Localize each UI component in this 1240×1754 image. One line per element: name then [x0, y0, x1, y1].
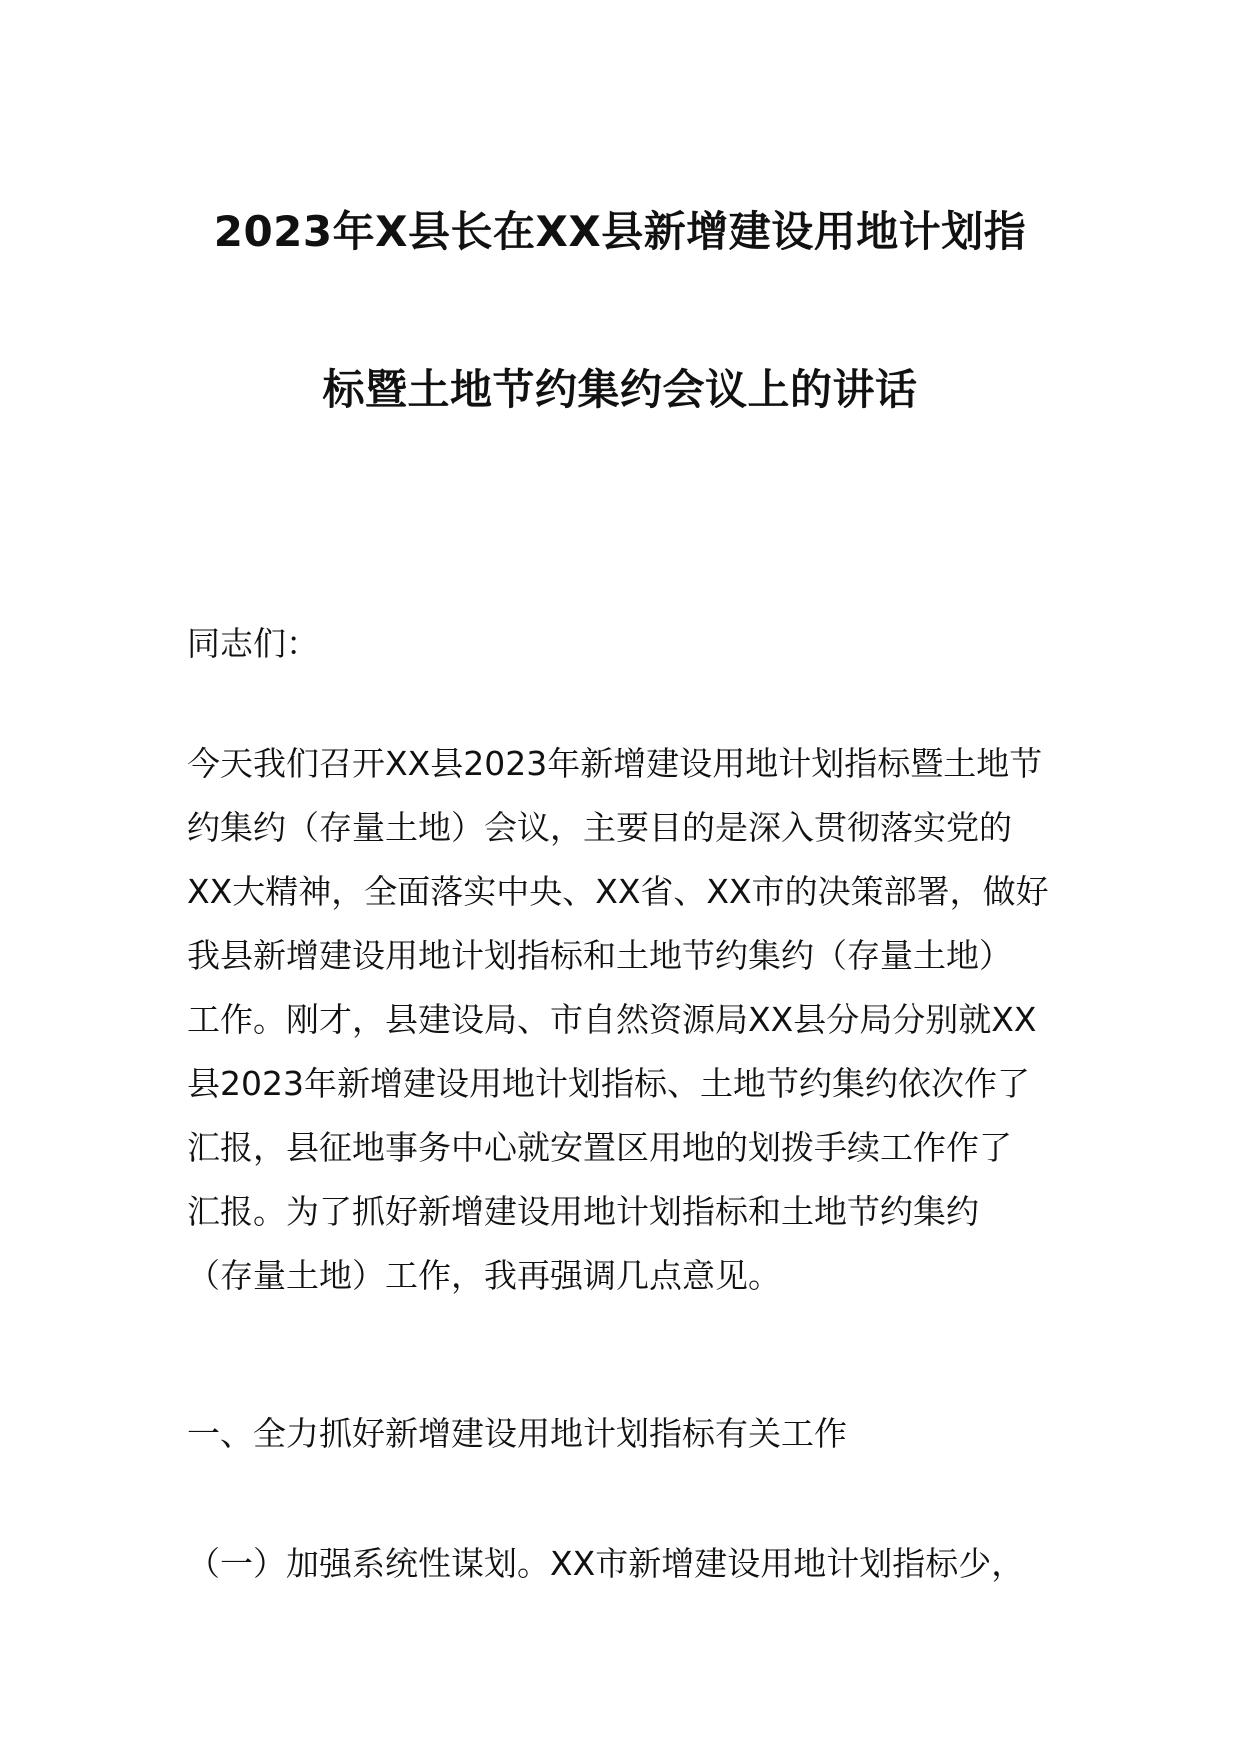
document-title-line-1: 2023年X县长在XX县新增建设用地计划指: [213, 207, 1027, 256]
section-heading: 一、全力抓好新增建设用地计划指标有关工作: [187, 1414, 847, 1453]
body-line: （存量土地）工作，我再强调几点意见。: [187, 1256, 781, 1295]
body-line: 今天我们召开XX县2023年新增建设用地计划指标暨土地节: [187, 744, 1043, 783]
greeting: 同志们：: [187, 624, 319, 663]
body-line: 约集约（存量土地）会议，主要目的是深入贯彻落实党的: [187, 808, 1012, 847]
body-line: XX大精神，全面落实中央、XX省、XX市的决策部署，做好: [187, 872, 1049, 911]
body-line: 工作。刚才，县建设局、市自然资源局XX县分局分别就XX: [187, 1000, 1037, 1039]
body-line: 县2023年新增建设用地计划指标、土地节约集约依次作了: [187, 1064, 1030, 1103]
body-line: 汇报，县征地事务中心就安置区用地的划拨手续工作作了: [187, 1128, 1012, 1167]
document-title-line-2: 标暨土地节约集约会议上的讲话: [322, 365, 918, 414]
subsection-line: （一）加强系统性谋划。XX市新增建设用地计划指标少，: [187, 1544, 1025, 1583]
body-paragraph: [187, 732, 1067, 1308]
body-line: 我县新增建设用地计划指标和土地节约集约（存量土地）: [187, 936, 1012, 975]
body-line: 汇报。为了抓好新增建设用地计划指标和土地节约集约: [187, 1192, 979, 1231]
